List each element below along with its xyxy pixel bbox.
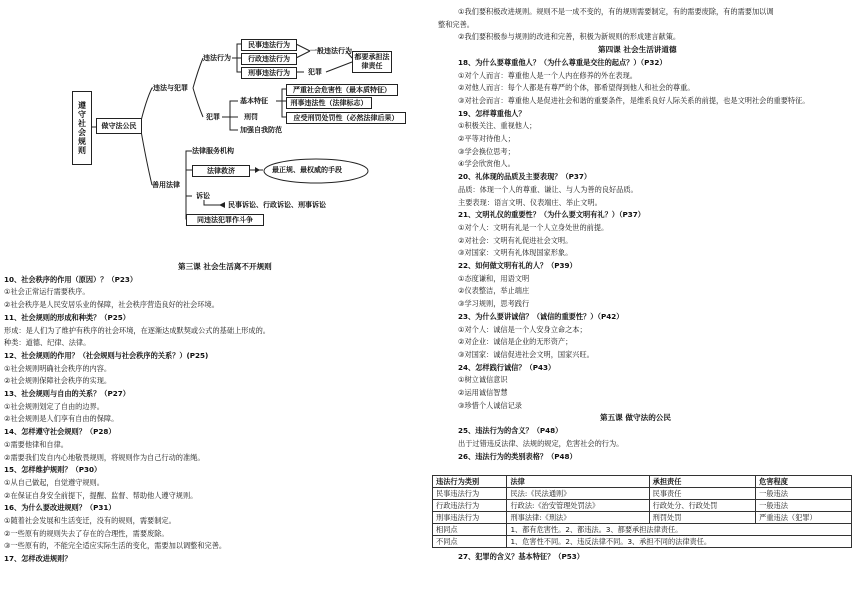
text-line: ③学习规则，思考践行	[458, 299, 530, 309]
legal-aid: 法律救济	[192, 165, 250, 177]
question-line: 14、怎样遵守社会规则？（P28）	[4, 427, 116, 437]
self-prevention: 加强自我防范	[240, 126, 282, 134]
table-header-cell: 违法行为类别	[433, 476, 507, 488]
text-line: ①我们要积极改进规则。规则不是一成不变的，有的规则需要制定，有的需要废除，有的需要加以调	[458, 7, 774, 16]
table-cell: 刑事违法行为	[433, 512, 507, 524]
text-line: ①对个人：诚信是一个人安身立命之本；	[458, 324, 587, 334]
table-cell: 相同点	[433, 524, 507, 536]
lawsuit: 诉讼	[196, 192, 210, 200]
branch-illegal-crime: 违法与犯罪	[153, 84, 188, 92]
table-row	[433, 500, 852, 512]
table-header-cell: 法律	[507, 476, 649, 488]
feature-3: 应受刑罚处罚性（必然法律后果）	[286, 112, 406, 124]
question-line: 23、为什么要讲诚信？（诚信的重要性？）（P42）	[458, 311, 624, 321]
text-line: ①树立诚信意识	[458, 375, 508, 385]
question-line: 20、礼体现的品质及主要表现？（P37）	[458, 172, 592, 182]
question-line: 13、社会规则与自由的关系？（P27）	[4, 389, 130, 398]
table-header-row	[433, 476, 852, 488]
diagram-level1: 做守法公民	[96, 118, 142, 134]
question-27: 27、犯罪的含义？基本特征？（P53）	[458, 552, 584, 561]
text-line: ①积极关注、重视他人；	[458, 121, 537, 131]
table-cell: 一般违法	[756, 488, 852, 500]
text-line: ②仪表整洁，举止端庄	[458, 286, 530, 296]
question-line: 11、社会规则的形成和种类？（P25）	[4, 312, 130, 322]
civil-illegal: 民事违法行为	[241, 39, 297, 51]
table-cell: 民事责任	[649, 488, 756, 500]
basic-features: 基本特征	[240, 97, 268, 105]
question-line: 15、怎样维护规则？（P30）	[4, 465, 102, 475]
illegal-acts: 违法行为	[203, 54, 231, 62]
feature-1: 严重社会危害性（最本质特征）	[286, 84, 398, 96]
question-line: 25、违法行为的含义？（P48）	[458, 426, 563, 436]
text-line: 品质：体现一个人的尊重、谦让、与人为善的良好品质。	[458, 184, 638, 194]
table-row	[433, 488, 852, 500]
table-cell: 刑事法律:《刑法》	[507, 512, 649, 524]
text-line: 出于过错违反法律、法规的规定，危害社会的行为。	[458, 438, 624, 448]
table-row	[433, 536, 852, 548]
branch-use-law: 善用法律	[152, 181, 180, 189]
text-line: ③对国家：诚信促进社会文明，国家兴旺。	[458, 349, 594, 359]
text-line: 种类：道德、纪律、法律。	[4, 338, 91, 348]
text-line: ④学会欣赏他人。	[458, 159, 515, 169]
legal-service: 法律服务机构	[192, 147, 234, 155]
text-line: ②我们要积极参与规则的改进和完善，积极为新规则的形成建言献策。	[458, 32, 681, 42]
all-liable: 都要承担法律责任	[352, 51, 392, 73]
text-line: 整和完善。	[438, 19, 474, 29]
to-crime: 犯罪	[308, 68, 322, 76]
text-line: ③珍惜个人诚信记录	[458, 400, 522, 410]
text-line: 主要表现：语言文明、仪表端庄、举止文明。	[458, 197, 602, 207]
admin-illegal: 行政违法行为	[241, 53, 297, 65]
text-line: ③对国家：文明有礼体现国家形象。	[458, 248, 573, 258]
table-cell: 行政违法行为	[433, 500, 507, 512]
question-line: 22、如何做文明有礼的人？（P39）	[458, 261, 577, 270]
illegal-acts-table	[432, 475, 852, 548]
table-cell: 不同点	[433, 536, 507, 548]
text-line: 形成：是人们为了维护有秩序的社会环境，在逐渐达成默契或公式的基础上形成的。	[4, 325, 270, 335]
table-cell: 一般违法	[756, 500, 852, 512]
text-line: ③对社会而言：尊重他人是促进社会和谐的重要条件，是维系良好人际关系的前提，也是文明社会的重要特征。	[458, 95, 810, 105]
cloud-text: 最正规、最权威的手段	[272, 166, 342, 174]
right-column	[430, 0, 860, 595]
table-cell: 行政处分、行政处罚	[649, 500, 756, 512]
section-heading: 第三课 社会生活离不开规则	[178, 262, 272, 271]
text-line: ③一些原有的，不能完全适应实际生活的变化，需要加以调整和完善。	[4, 541, 227, 551]
table-header-cell: 承担责任	[649, 476, 756, 488]
text-line: ②社会规则保障社会秩序的实现。	[4, 376, 112, 386]
question-line: 12、社会规则的作用？（社会规则与社会秩序的关系？）(P25)	[4, 350, 209, 360]
penalty: 刑罚	[244, 113, 258, 121]
table-cell: 1、危害性不同。2、违反法律不同。3、承担不同的法律责任。	[507, 536, 852, 548]
text-line: ②在保证自身安全前提下，提醒、监督、帮助他人遵守规则。	[4, 490, 198, 500]
crime-node: 犯罪	[206, 113, 220, 121]
table-row	[433, 524, 852, 536]
text-line: ②需要我们发自内心地敬畏规则，将规则作为自己行动的准绳。	[4, 452, 205, 462]
text-line: ②社会秩序是人民安居乐业的保障，社会秩序营造良好的社会环境。	[4, 300, 219, 310]
text-line: ①社会规则划定了自由的边界。	[4, 401, 104, 411]
table-row	[433, 512, 852, 524]
text-line: ②运用诚信智慧	[458, 388, 508, 397]
text-line: ①从自己做起，自觉遵守规则。	[4, 477, 104, 487]
text-line: ②对社会：文明有礼促进社会文明。	[458, 235, 573, 245]
diagram-root: 遵守社会规则	[72, 91, 92, 165]
table-header-cell: 危害程度	[756, 476, 852, 488]
text-line: ②一些原有的规则失去了存在的合理性，需要废除。	[4, 528, 169, 538]
table-cell: 民法:《民法通则》	[507, 488, 649, 500]
question-line: 21、文明礼仪的重要性？（为什么要文明有礼？）（P37）	[458, 210, 645, 220]
question-line: 24、怎样践行诚信？（P43）	[458, 362, 556, 372]
text-line: ②对企业：诚信是企业的无形资产；	[458, 337, 573, 347]
question-line: 17、怎样改进规则？	[4, 554, 72, 564]
text-line: ③学会换位思考；	[458, 146, 515, 156]
text-line: ①社会规则明确社会秩序的内容。	[4, 363, 112, 373]
table-cell: 行政法:《治安管理处罚法》	[507, 500, 649, 512]
text-line: ①对个人而言：尊重他人是一个人内在修养的外在表现。	[458, 70, 637, 80]
question-line: 18、为什么要尊重他人？（为什么尊重是交往的起点？）（P32）	[458, 57, 667, 67]
table-cell: 民事违法行为	[433, 488, 507, 500]
feature-2: 刑事违法性（法律标志）	[286, 97, 372, 109]
text-line: ②社会规则是人们享有自由的保障。	[4, 414, 119, 424]
section-heading: 第四课 社会生活讲道德	[598, 45, 677, 55]
question-line: 26、违法行为的类别表格？（P48）	[458, 451, 577, 461]
criminal-illegal: 刑事违法行为	[241, 67, 297, 79]
table-cell: 刑罚处罚	[649, 512, 756, 524]
fight-crime: 同违法犯罪作斗争	[186, 214, 264, 226]
question-line: 16、为什么要改进规则？（P31）	[4, 503, 116, 513]
lawsuit-types: 民事诉讼、行政诉讼、刑事诉讼	[228, 201, 326, 209]
text-line: ②平等对待他人；	[458, 134, 515, 143]
general-illegal: 一般违法行为	[310, 47, 352, 55]
table-cell: 严重违法（犯罪）	[756, 512, 852, 524]
section-heading: 第五课 做守法的公民	[600, 413, 671, 423]
text-line: ①需要他律和自律。	[4, 439, 68, 449]
question-line: 19、怎样尊重他人？	[458, 108, 526, 118]
text-line: ①态度谦和，用语文明	[458, 273, 530, 283]
text-line: ②对他人而言：每个人都是有尊严的个体，都希望得到他人和社会的尊重。	[458, 83, 695, 93]
text-line: ①对个人：文明有礼是一个人立身处世的前提。	[458, 222, 609, 232]
mind-map-lines	[0, 0, 430, 250]
text-line: ①随着社会发展和生活变迁，没有的规则，需要制定。	[4, 516, 176, 525]
table-cell: 1、都有危害性。2、都违法。3、都要承担法律责任。	[507, 524, 852, 536]
text-line: ①社会正常运行需要秩序。	[4, 287, 90, 297]
question-line: 10、社会秩序的作用（原因）？（P23）	[4, 274, 138, 284]
